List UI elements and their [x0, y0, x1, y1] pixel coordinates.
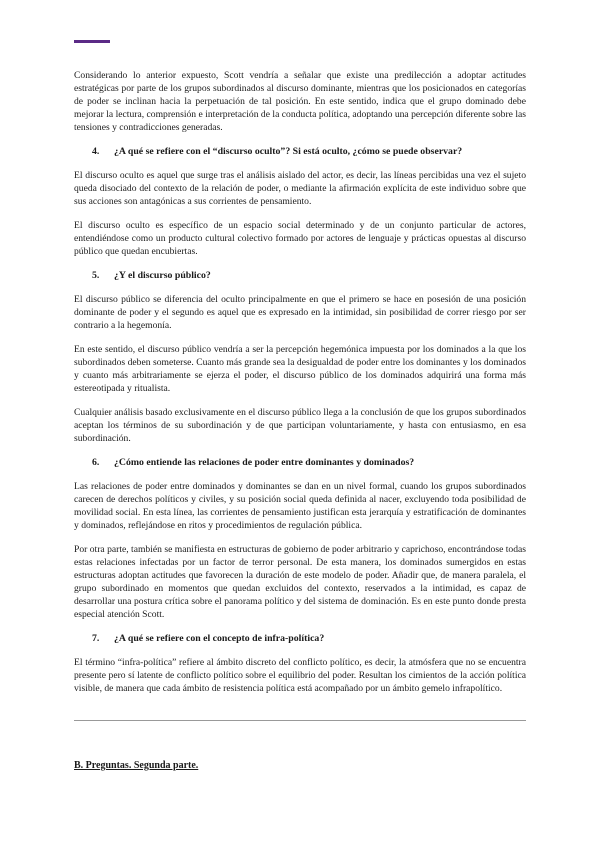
question-title: ¿Y el discurso público?	[114, 270, 211, 281]
question-6-heading	[92, 456, 526, 469]
paragraph: El discurso público se diferencia del oculto principalmente en que el primero se hace en posesión de una posición dominante de poder y el segundo es aquel que es expresado en la intimidad, sin posibilidad de correr riesgo por ser contrario a la hegemonía.	[74, 294, 526, 331]
paragraph: Por otra parte, también se manifiesta en estructuras de gobierno de poder arbitrario y caprichoso, encontrándose todas estas relaciones infectadas por un factor de terror personal. De esta manera, los dominados sumergidos en estas estructuras adoptan actitudes que favorecen la duración de este modelo de poder. Añadir que, de manera paralela, el grupo subordinado en momentos que quedan excluidos del contexto, reservados a la intimidad, es capaz de desarrollar una postura crítica sobre el panorama político y del sistema de dominación. Es en este punto donde presta especial atención Scott.	[74, 544, 526, 620]
question-title: ¿A qué se refiere con el “discurso oculto”? Si está oculto, ¿cómo se puede observar?	[114, 146, 463, 157]
header-accent-bar	[74, 40, 110, 43]
question-4-heading	[92, 145, 526, 158]
paragraph: El discurso oculto es aquel que surge tras el análisis aislado del actor, es decir, las líneas percibidas una vez el sujeto queda disociado del contexto de la relación de poder, o mediante la afirmación explícita de este individuo sobre que sus acciones son antagónicas a sus corrientes de pensamiento.	[74, 170, 526, 207]
document-body	[74, 69, 526, 706]
paragraph: El término “infra-política” refiere al ámbito discreto del conflicto político, es decir, la atmósfera que no se encuentra presente pero sí latente de conflicto político sobre el equilibrio del poder. Resultan los cimientos de la acción política visible, de manera que cada ámbito de resistencia política está acompañado por un ámbito gemelo infrapolítico.	[74, 657, 526, 694]
paragraph: El discurso oculto es específico de un espacio social determinado y de un conjunto particular de actores, entendiéndose como un producto cultural colectivo formado por actores de lenguaje y prácticas opuestas al discurso público que quedan encubiertas.	[74, 220, 526, 257]
section-b-heading: B. Preguntas. Segunda parte.	[74, 760, 199, 771]
paragraph: En este sentido, el discurso público vendría a ser la percepción hegemónica impuesta por los dominados a la que los subordinados deben someterse. Cuanto más grande sea la desigualdad de poder entre los dominantes y los dominados y cuanto más arbitrariamente se ejerza el poder, el discurso público de los dominados adquirirá una forma más estereotipada y ritualista.	[74, 344, 526, 394]
question-number: 6.	[92, 457, 100, 468]
question-title: ¿A qué se refiere con el concepto de infra-política?	[114, 633, 325, 644]
question-number: 5.	[92, 270, 100, 281]
question-number: 4.	[92, 146, 100, 157]
intro-paragraph: Considerando lo anterior expuesto, Scott vendría a señalar que existe una predilección a adoptar actitudes estratégicas por parte de los grupos subordinados al discurso dominante, mientras que los posicionados en categorías de poder se inclinan hacia la perpetuación de tal posición. En este sentido, indica que el grupo dominado debe mejorar la lectura, comprensión e interpretación de la conducta política, adoptando una percepción diferente sobre las tensiones y contradicciones generadas.	[74, 70, 526, 133]
question-title: ¿Cómo entiende las relaciones de poder entre dominantes y dominados?	[114, 457, 415, 468]
horizontal-divider	[74, 720, 526, 721]
paragraph: Las relaciones de poder entre dominados y dominantes se dan en un nivel formal, cuando los grupos subordinados carecen de derechos políticos y civiles, y su posición social queda definida al nacer, excluyendo toda posibilidad de movilidad social. En esta línea, las corrientes de pensamiento justifican esta jerarquía y estratificación de dominantes y dominados, reflejándose en ritos y procedimientos de regulación pública.	[74, 481, 526, 531]
question-7-heading	[92, 632, 526, 645]
paragraph: Cualquier análisis basado exclusivamente en el discurso público llega a la conclusión de que los grupos subordinados aceptan los términos de su subordinación y de que participan voluntariamente, y hasta con entusiasmo, en esa subordinación.	[74, 407, 526, 444]
question-5-heading	[92, 269, 526, 282]
question-number: 7.	[92, 633, 100, 644]
